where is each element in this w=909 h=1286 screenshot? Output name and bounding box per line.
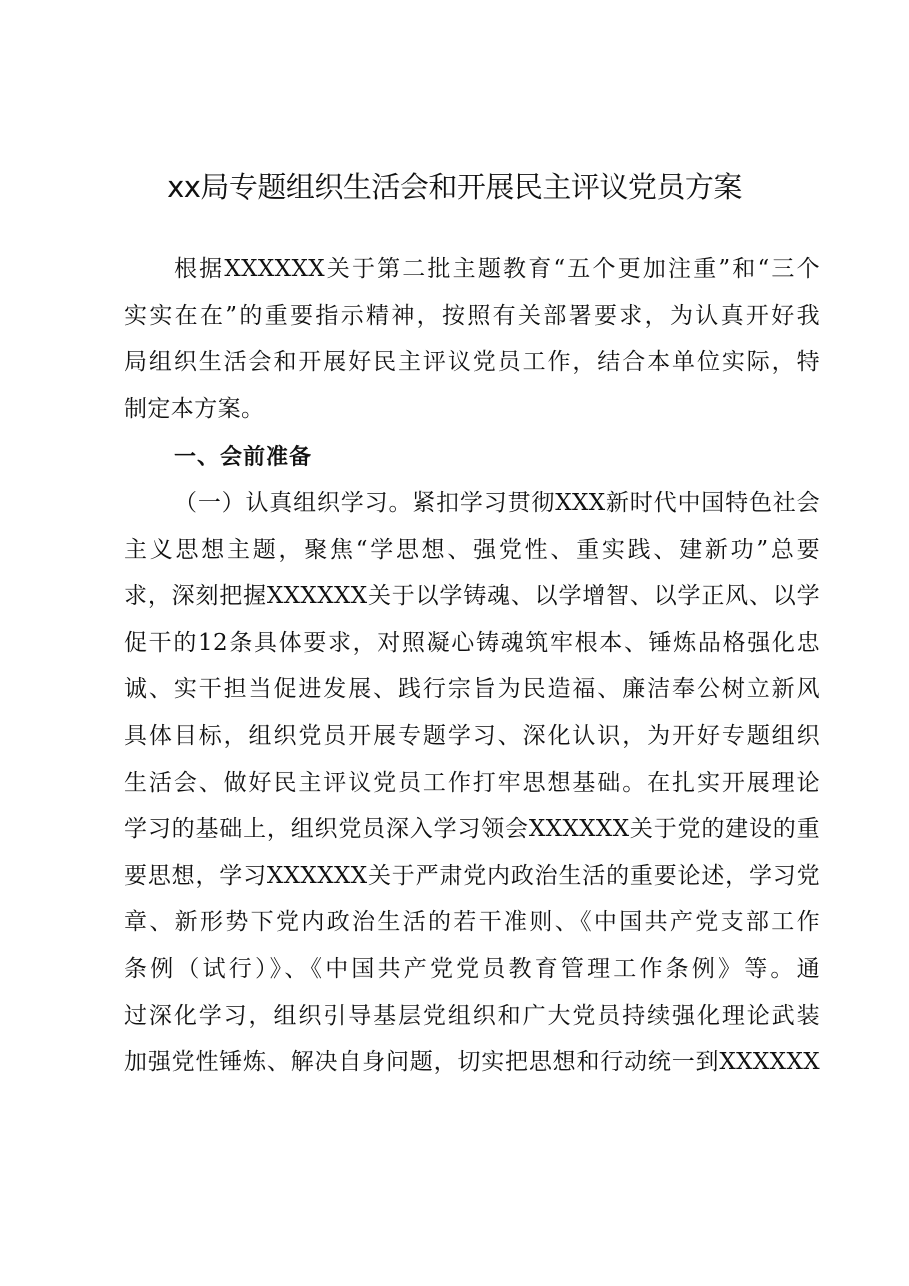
paragraph-line: 学习的基础上，组织党员深入学习领会XXXXXX关于党的建设的重 — [124, 816, 820, 843]
paragraph-line: 实实在在”的重要指示精神，按照有关部署要求，为认真开好我 — [124, 302, 820, 329]
intro-paragraph — [124, 246, 820, 432]
paragraph-line: 章、新形势下党内政治生活的若干准则、《中国共产党支部工作 — [124, 909, 820, 936]
section-heading: 一、会前准备 — [174, 445, 313, 470]
paragraph-line: 主义思想主题，聚焦“学思想、强党性、重实践、建新功”总要 — [124, 536, 820, 563]
paragraph-line: 要思想，学习XXXXXX关于严肃党内政治生活的重要论述，学习党 — [124, 862, 820, 889]
paragraph-line: 制定本方案。 — [124, 395, 265, 422]
paragraph-line: 根据XXXXXX关于第二批主题教育“五个更加注重”和“三个 — [174, 256, 820, 282]
paragraph-line: （一）认真组织学习。紧扣学习贯彻XXX新时代中国特色社会 — [174, 490, 820, 516]
paragraph-line: 促干的12条具体要求，对照凝心铸魂筑牢根本、锤炼品格强化忠 — [124, 629, 820, 656]
document-title: xx局专题组织生活会和开展民主评议党员方案 — [167, 170, 742, 204]
paragraph-line: 求，深刻把握XXXXXX关于以学铸魂、以学增智、以学正风、以学 — [124, 583, 820, 610]
paragraph-line: 生活会、做好民主评议党员工作打牢思想基础。在扎实开展理论 — [124, 769, 820, 796]
section1-paragraph — [124, 480, 820, 1086]
paragraph-line: 条例（试行）》、《中国共产党党员教育管理工作条例》等。通 — [124, 955, 820, 982]
paragraph-line: 过深化学习，组织引导基层党组织和广大党员持续强化理论武装 — [124, 1002, 820, 1029]
paragraph-line: 诚、实干担当促进发展、践行宗旨为民造福、廉洁奉公树立新风 — [124, 676, 820, 703]
paragraph-line: 加强党性锤炼、解决自身问题，切实把思想和行动统一到XXXXXX — [124, 1049, 820, 1076]
paragraph-line: 具体目标，组织党员开展专题学习、深化认识，为开好专题组织 — [124, 722, 820, 749]
paragraph-line: 局组织生活会和开展好民主评议党员工作，结合本单位实际，特 — [124, 349, 820, 376]
